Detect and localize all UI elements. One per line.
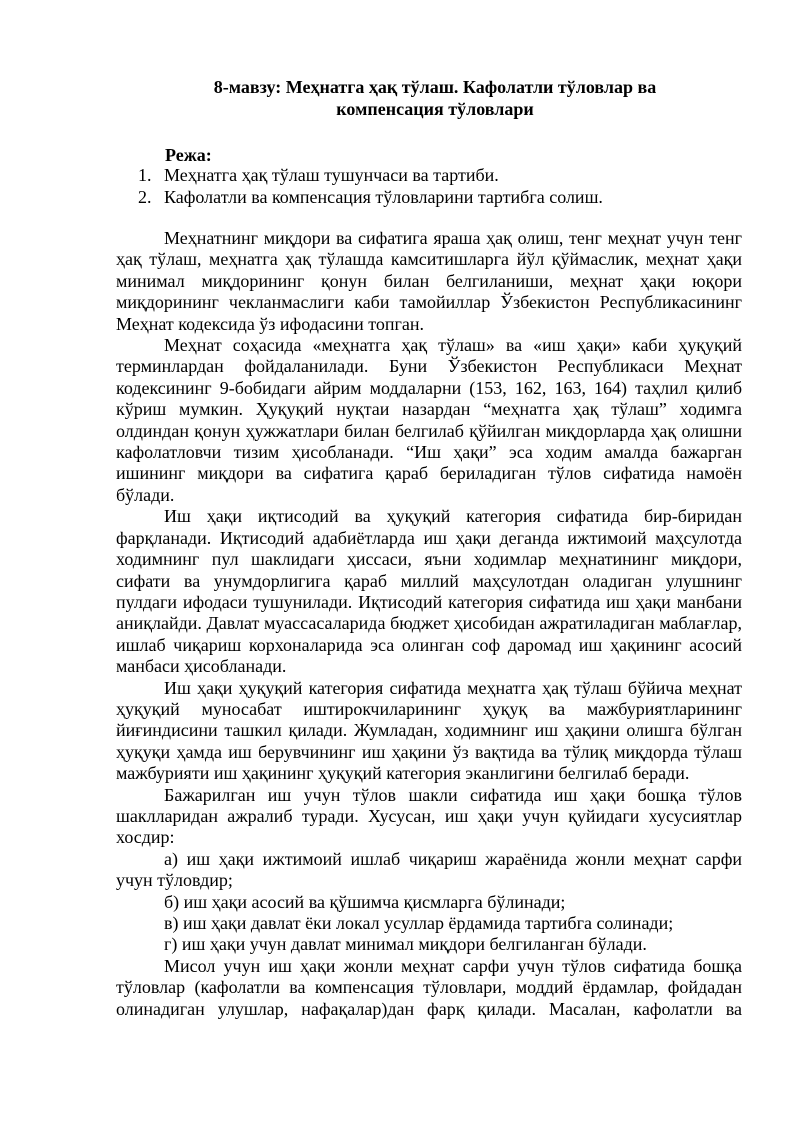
paragraph-economic-category: Иш ҳақи иқтисодий ва ҳуқуқий категория сифатида бир-биридан фарқланади. Иқтисодий адабиётларда иш ҳақи деганда ижтимоий маҳсулотда ходимнинг пул шаклидаги ҳиссаси, яъни ходимлар меҳнатининг миқдори, сифати ва унумдорлигига қараб миллий маҳсулотдан оладиган улушнинг пулдаги ифодаси тушунилади. Иқтисодий категория сифатида иш ҳақи манбани аниқлайди. Давлат муассасаларида бюджет ҳисобидан ажратиладиган маблағлар, ишлаб чиқариш корхоналарида эса олинган соф даромад иш ҳақининг асосий манбаси ҳисобланади. bbox=[116, 506, 742, 677]
plan-item-text: Кафолатли ва компенсация тўловларини тартибга солиш. bbox=[164, 187, 603, 207]
feature-item-v: в) иш ҳақи давлат ёки локал усуллар ёрдамида тартибга солинади; bbox=[164, 913, 674, 933]
plan-list bbox=[138, 164, 758, 208]
title-line-1: 8-мавзу: Меҳнатга ҳақ тўлаш. Кафолатли тўловлар ва bbox=[213, 77, 657, 97]
feature-item-b: б) иш ҳақи асосий ва қўшимча қисмларга бўлинади; bbox=[164, 891, 566, 912]
plan-item bbox=[138, 186, 758, 208]
plan-item-number: 2. bbox=[138, 187, 152, 207]
paragraph-principles: Меҳнатнинг миқдори ва сифатига яраша ҳақ олиш, тенг меҳнат учун тенг ҳақ тўлаш, меҳнатга ҳақ тўлашда камситишларга йўл қўймаслик, меҳнат ҳақи минимал миқдорининг қонун билан белгиланиши, меҳнат ҳақи юқори миқдорининг чекланмаслиги каби тамойиллар Ўзбекистон Республикасининг Меҳнат кодексида ўз ифодасини топган. bbox=[116, 228, 742, 334]
body-text bbox=[116, 228, 742, 1020]
page-title bbox=[115, 76, 755, 120]
paragraph-example: Мисол учун иш ҳақи жонли меҳнат сарфи учун тўлов сифатида бошқа тўловлар (кафолатли ва компенсация тўловлари, моддий ёрдамлар, фойдадан олинадиган улушлар, нафақалар)дан фарқ қилади. Масалан, кафолатли ва bbox=[116, 955, 742, 1019]
feature-item-g: г) иш ҳақи учун давлат минимал миқдори белгиланган бўлади. bbox=[164, 934, 647, 955]
plan-item-text: Меҳнатга ҳақ тўлаш тушунчаси ва тартиби. bbox=[164, 165, 499, 185]
plan-heading: Режа: bbox=[165, 145, 212, 165]
title-line-2: компенсация тўловлари bbox=[336, 99, 534, 119]
paragraph-features-intro: Бажарилган иш учун тўлов шакли сифатида иш ҳақи бошқа тўлов шаклларидан ажралиб туради. Хусусан, иш ҳақи учун қуйидаги хусусиятлар хосдир: bbox=[116, 784, 742, 848]
plan-item-number: 1. bbox=[138, 165, 152, 185]
paragraph-legal-category: Иш ҳақи ҳуқуқий категория сифатида меҳнатга ҳақ тўлаш бўйича меҳнат ҳуқуқий муносабат иштирокчиларининг ҳуқуқ ва мажбуриятларининг йиғиндисини ташкил қилади. Жумладан, ходимнинг иш ҳақини олишга бўлган ҳуқуқи ҳамда иш берувчининг иш ҳақини ўз вақтида ва тўлиқ миқдорда тўлаш мажбурияти иш ҳақининг ҳуқуқий категория эканлигини белгилаб беради. bbox=[116, 677, 742, 784]
plan-item bbox=[138, 164, 758, 186]
paragraph-terms: Меҳнат соҳасида «меҳнатга ҳақ тўлаш» ва «иш ҳақи» каби ҳуқуқий терминлардан фойдаланилади. Буни Ўзбекистон Республикаси Меҳнат кодексининг 9-бобидаги айрим моддаларни (153, 162, 163, 164) таҳлил қилиб кўриш мумкин. Ҳуқуқий нуқтаи назардан “меҳнатга ҳақ тўлаш” ходимга олдиндан қонун ҳужжатлари билан белгилаб қўйилган миқдорларда ҳақ олишни кафолатловчи тизим ҳисобланади. “Иш ҳақи” эса ходим амалда бажарган ишининг миқдори ва сифатига қараб бериладиган тўлов сифатида намоён бўлади. bbox=[116, 335, 742, 505]
feature-item-a: а) иш ҳақи ижтимоий ишлаб чиқариш жараёнида жонли меҳнат сарфи учун тўловдир; bbox=[116, 848, 742, 891]
